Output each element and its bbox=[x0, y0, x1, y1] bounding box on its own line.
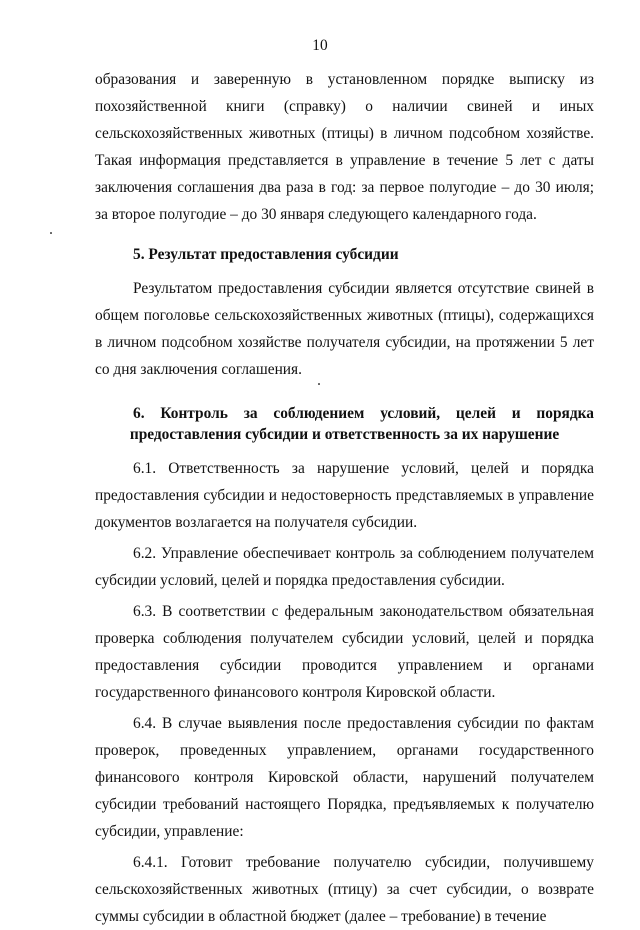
paragraph-6-2: 6.2. Управление обеспечивает контроль за соблюдением получателем субсидии условий, целей и порядка предоставления субсидии. bbox=[95, 545, 594, 589]
section-5-heading: 5. Результат предоставления субсидии bbox=[133, 246, 399, 263]
section-6-heading bbox=[95, 403, 594, 445]
section-6-heading-line1: 6. Контроль за соблюдением условий, целей и порядка bbox=[133, 405, 594, 422]
paragraph-continuation: образования и заверенную в установленном порядке выписку из похозяйственной книги (справку) о наличии свиней и иных сельскохозяйственных животных (птицы) в личном подсобном хозяйстве. Такая информация представляется в управление в течение 5 лет с даты заключения соглашения два раза в год: за первое полугодие – до 30 июля; за второе полугодие – до 30 января следующего календарного года. bbox=[95, 71, 594, 223]
scan-speck bbox=[50, 232, 52, 234]
section-6-heading-line2: предоставления субсидии и ответственность за их нарушение bbox=[129, 426, 560, 443]
paragraph-6-4-1: 6.4.1. Готовит требование получателю субсидии, получившему сельскохозяйственных животных (птицу) за счет субсидии, о возврате суммы субсидии в областной бюджет (далее – требование) в течение bbox=[95, 854, 594, 925]
section-5-text: Результатом предоставления субсидии является отсутствие свиней в общем поголовье сельскохозяйственных животных (птицы), содержащихся в личном подсобном хозяйстве получателя субсидии, на протяжении 5 лет со дня заключения соглашения. bbox=[95, 280, 594, 378]
scan-speck bbox=[318, 383, 320, 385]
paragraph-6-4: 6.4. В случае выявления после предоставления субсидии по фактам проверок, проведенных управлением, органами государственного финансового контроля Кировской области, нарушений получателем субсидии требований настоящего Порядка, предъявляемых к получателю субсидии, управление: bbox=[95, 715, 594, 840]
page-number: 10 bbox=[312, 37, 328, 54]
paragraph-6-3: 6.3. В соответствии с федеральным законодательством обязательная проверка соблюдения получателем субсидии условий, целей и порядка предоставления субсидии проводится управлением и органами государственного финансового контроля Кировской области. bbox=[95, 603, 594, 701]
paragraph-6-1: 6.1. Ответственность за нарушение условий, целей и порядка предоставления субсидии и недостоверность представляемых в управление документов возлагается на получателя субсидии. bbox=[95, 460, 594, 531]
document-body bbox=[95, 66, 594, 930]
